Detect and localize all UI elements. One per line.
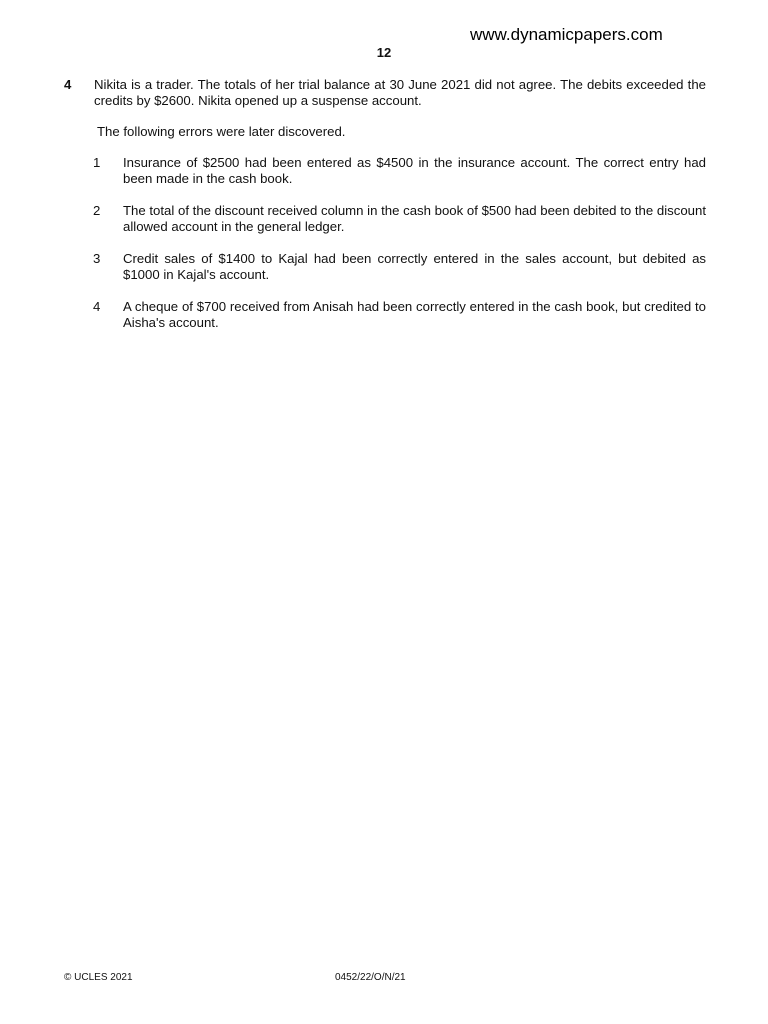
- error-item: [64, 251, 706, 283]
- error-text: Credit sales of $1400 to Kajal had been correctly entered in the sales account, but debited as $1000 in Kajal's account.: [123, 251, 706, 282]
- question-lead: The following errors were later discovered.: [97, 124, 346, 139]
- question-block: [64, 77, 706, 347]
- watermark-url: www.dynamicpapers.com: [470, 25, 663, 44]
- footer-copyright: © UCLES 2021: [64, 972, 133, 983]
- error-number: 1: [93, 155, 101, 170]
- footer-paper-code: 0452/22/O/N/21: [335, 972, 406, 983]
- question-number: 4: [64, 77, 72, 92]
- error-number: 4: [93, 299, 101, 314]
- error-number: 2: [93, 203, 101, 218]
- error-list: [64, 155, 706, 331]
- error-text: A cheque of $700 received from Anisah had been correctly entered in the cash book, but credited to Aisha's account.: [123, 299, 706, 330]
- error-text: The total of the discount received column in the cash book of $500 had been debited to the discount allowed account in the general ledger.: [123, 203, 706, 234]
- error-item: [64, 155, 706, 187]
- error-item: [64, 299, 706, 331]
- page-number: 12: [376, 45, 392, 60]
- error-text: Insurance of $2500 had been entered as $4500 in the insurance account. The correct entry had been made in the cash book.: [123, 155, 706, 186]
- question-intro: Nikita is a trader. The totals of her trial balance at 30 June 2021 did not agree. The debits exceeded the credits by $2600. Nikita opened up a suspense account.: [94, 77, 706, 108]
- error-item: [64, 203, 706, 235]
- error-number: 3: [93, 251, 101, 266]
